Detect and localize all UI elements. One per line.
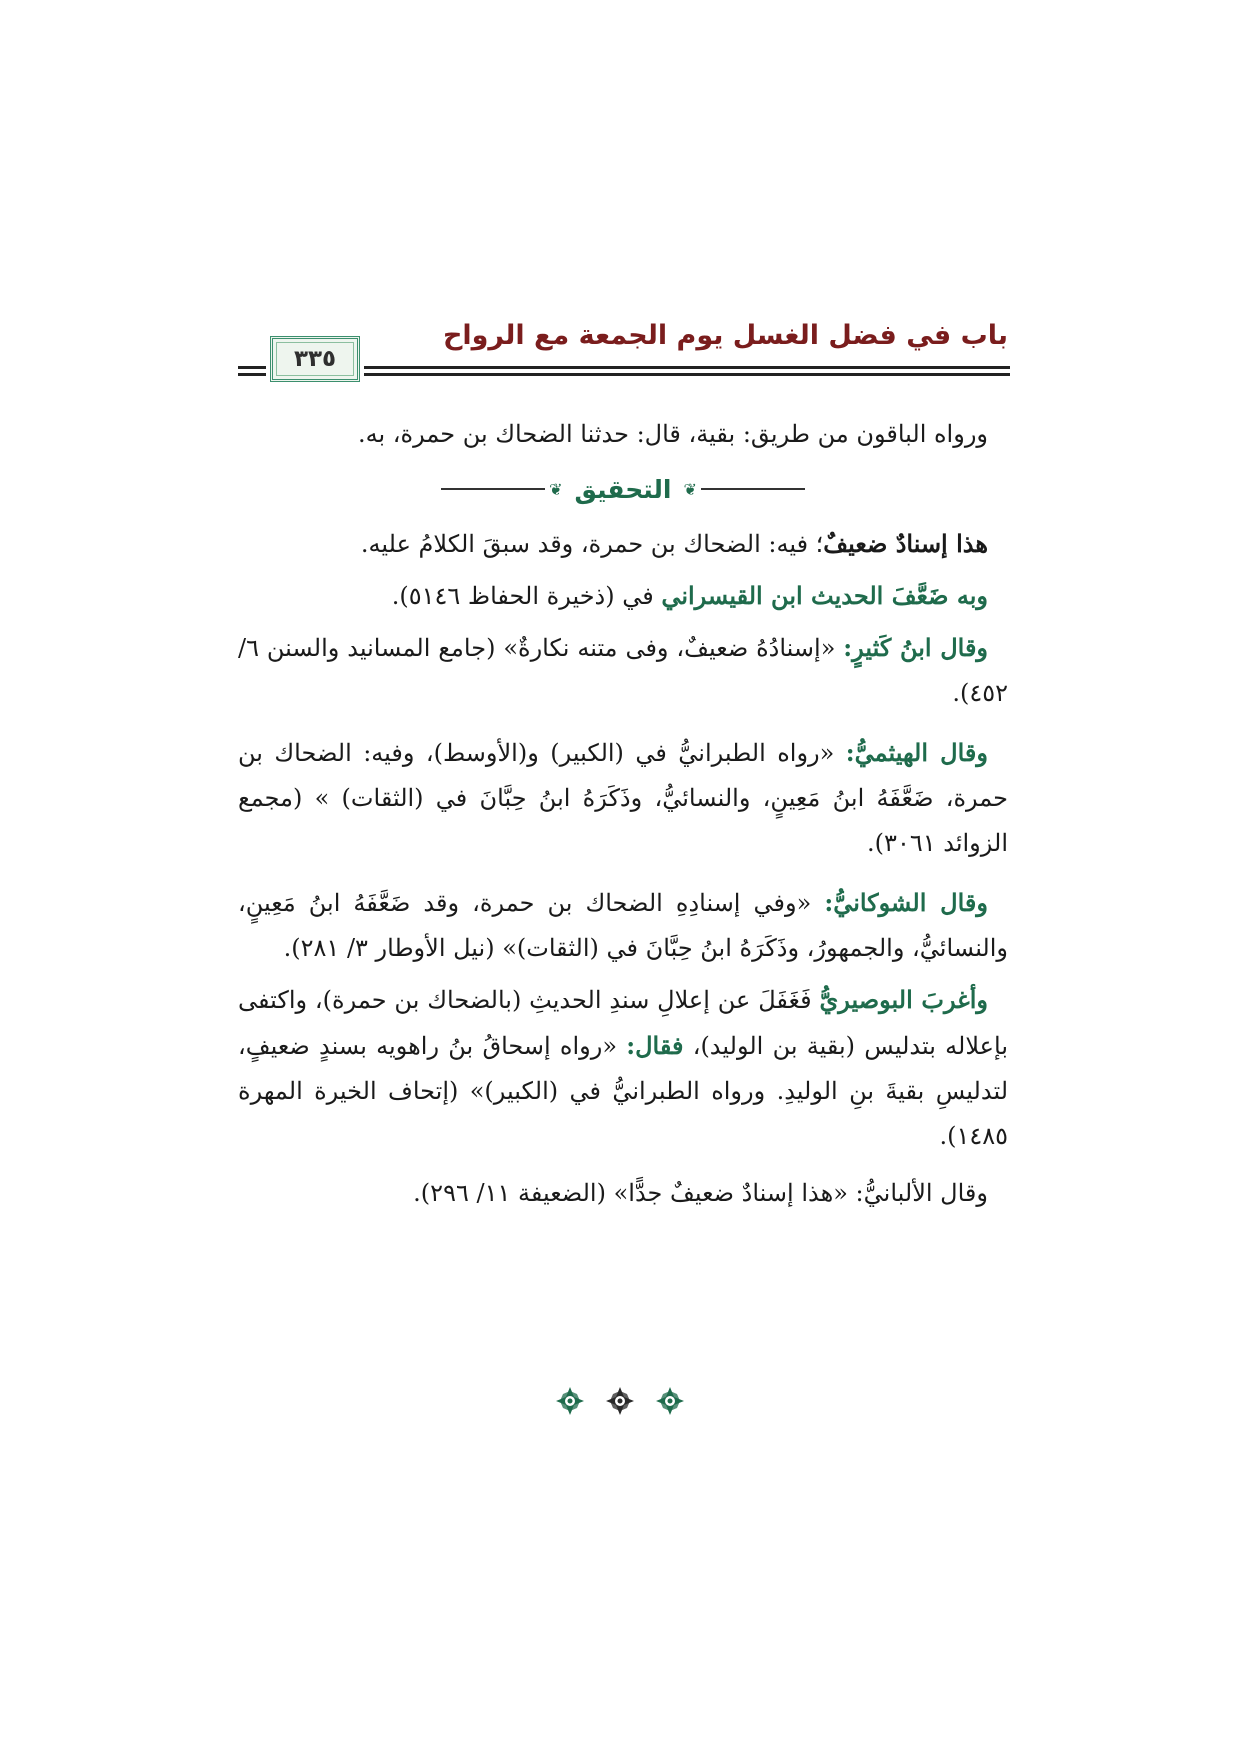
section-divider <box>238 467 1008 511</box>
page-body <box>238 412 1008 1216</box>
paragraph-shawkani: وقال الشوكانيُّ: «وفي إسنادِهِ الضحاك بن حمرة، وقد ضَعَّفَهُ ابنُ مَعِينٍ، والنسائيُّ، والجمهورُ، وذَكَرَهُ ابنُ حِبَّانَ في (الثقات)» (نيل الأوطار ٣/ ٢٨١). <box>238 888 1008 962</box>
paragraph-ibn-qaysarani: وبه ضَعَّفَ الحديث ابن القيسراني في (ذخيرة الحفاظ ٥١٤٦). <box>391 581 988 610</box>
chapter-title: باب في فضل الغسل يوم الجمعة مع الرواح <box>442 320 1008 351</box>
page-number-frame <box>270 336 360 382</box>
ornament-icon: ❦ <box>549 479 563 499</box>
paragraph-narration: ورواه الباقون من طريق: بقية، قال: حدثنا الضحاك بن حمرة، به. <box>357 420 988 448</box>
ornament-icon: ❦ <box>683 479 697 499</box>
paragraph-haythami: وقال الهيثميُّ: «رواه الطبرانيُّ في (الكبير) و(الأوسط)، وفيه: الضحاك بن حمرة، ضَعَّفَهُ ابنُ مَعِينٍ، والنسائيُّ، وذَكَرَهُ ابنُ حِبَّانَ في (الثقات) » (مجمع الزوائد ٣٠٦١). <box>238 738 1008 857</box>
paragraph-busiri: وأغربَ البوصيريُّ فَغَفَلَ عن إعلالِ سندِ الحديثِ (بالضحاك بن حمرة)، واكتفى بإعلاله بتدليس (بقية بن الوليد)، فقال: «رواه إسحاقُ بنُ راهويه بسندٍ ضعيفٍ، لتدليسِ بقيةَ بنِ الوليدِ. ورواه الطبرانيُّ في (الكبير)» (إتحاف الخيرة المهرة ١٤٨٥). <box>238 985 1008 1150</box>
paragraph-albani: وقال الألبانيُّ: «هذا إسنادٌ ضعيفٌ جدًّا» (الضعيفة ١١/ ٢٩٦). <box>413 1179 988 1207</box>
page-number: ٣٣٥ <box>293 346 337 372</box>
paragraph-isnad: هذا إسنادٌ ضعيفٌ؛ فيه: الضحاك بن حمرة، وقد سبقَ الكلامُ عليه. <box>360 529 988 558</box>
flower-ornament-icon <box>555 1386 585 1416</box>
flower-ornament-icon <box>655 1386 685 1416</box>
flower-ornament-icon <box>605 1386 635 1416</box>
paragraph-ibn-kathir: وقال ابنُ كَثيرٍ: «إسنادُهُ ضعيفٌ، وفى متنه نكارةٌ» (جامع المسانيد والسنن ٦/ ٤٥٢). <box>238 633 1008 707</box>
closing-ornaments <box>0 1386 1240 1426</box>
section-heading: التحقيق <box>574 474 672 504</box>
